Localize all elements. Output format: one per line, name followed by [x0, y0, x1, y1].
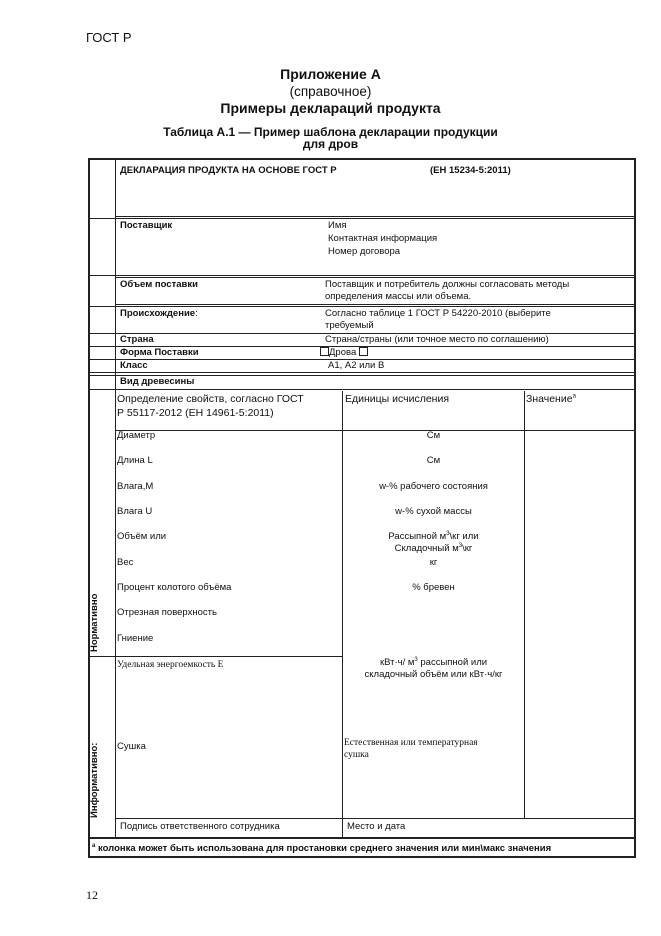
row-divider [115, 216, 635, 217]
row-moisture-m-unit: w-% рабочего состояния [379, 481, 488, 492]
place-date-field: Место и дата [347, 821, 406, 832]
row-drying-unit-line-1: Естественная или температурная [344, 738, 478, 748]
row-volume-unit-1-text: Рассыпной м [388, 531, 447, 542]
form-checkbox-other[interactable] [359, 347, 368, 356]
normative-section-label: Нормативно [89, 593, 100, 652]
form-checkbox-firewood[interactable] [320, 347, 329, 356]
appendix-reference: (справочное) [289, 84, 372, 99]
signature-field: Подпись ответственного сотрудника [120, 821, 280, 832]
row-length-unit: См [426, 455, 441, 466]
row-moisture-m-name: Влага,М [117, 481, 154, 492]
class-text: А1, А2 или В [328, 360, 385, 371]
country-label: Страна [120, 334, 154, 345]
row-divider [89, 275, 635, 276]
class-label: Класс [120, 360, 148, 371]
row-drying-unit [344, 737, 478, 761]
row-moisture-u-name: Влага U [117, 506, 153, 517]
form-label: Форма Поставки [120, 347, 199, 358]
row-energy-unit-line-2: складочный объём или кВт·ч/кг [364, 669, 503, 680]
origin-text-2: требуемый [325, 320, 374, 331]
footnote-divider [89, 837, 635, 839]
form-option-firewood: Дрова [329, 347, 357, 358]
row-weight-unit: кг [429, 557, 438, 568]
volume-text-2: определения массы или объема. [325, 291, 472, 302]
appendix-main-title: Примеры деклараций продукта [220, 100, 441, 116]
row-volume-unit-line-1 [343, 531, 524, 543]
page-number: 12 [86, 888, 98, 902]
supplier-contract: Номер договора [328, 246, 401, 257]
origin-label-text: Происхождение [120, 308, 196, 319]
props-header-line-1: Определение свойств, согласно ГОСТ [117, 393, 304, 405]
origin-label-colon: : [195, 308, 198, 319]
row-divider [89, 389, 635, 390]
origin-text-1: Согласно таблице 1 ГОСТ Р 54220-2010 (выберите [325, 308, 551, 319]
row-energy-unit-1-end: рассыпной или [417, 657, 488, 668]
row-volume-unit-1-sup: 3 [446, 530, 450, 537]
row-divider [115, 277, 635, 278]
row-energy-unit-1-text: кВт·ч/ м [379, 657, 415, 668]
row-volume-unit-1-end: \кг или [449, 531, 479, 542]
form-options [320, 347, 368, 359]
origin-label [120, 308, 198, 320]
row-divider [115, 304, 635, 305]
props-header-line-2: Р 55117-2012 (ЕН 14961-5:2011) [117, 407, 274, 419]
table-caption [0, 126, 661, 150]
row-volume-unit-line-2 [343, 543, 524, 555]
row-volume-unit-2-end: \кг [462, 543, 473, 554]
informative-section-label: Информативно: [89, 742, 100, 818]
value-header [526, 392, 576, 406]
wood-label: Вид древесины [120, 376, 195, 387]
row-weight-name: Вес [117, 557, 134, 568]
props-header [117, 392, 304, 420]
declaration-code: (ЕН 15234-5:2011) [430, 165, 511, 176]
row-energy-unit-line-1 [343, 657, 524, 669]
row-divider [89, 306, 635, 307]
supplier-contact: Контактная информация [328, 233, 438, 244]
units-header: Единицы исчисления [345, 393, 450, 405]
table-caption-line-2: для дров [302, 137, 359, 151]
row-energy-unit [343, 657, 524, 681]
row-drying-name: Сушка [117, 741, 146, 752]
row-drying-unit-line-2: сушка [344, 750, 369, 760]
row-decay-name: Гниение [117, 633, 154, 644]
country-text: Страна/страны (или точное место по соглашению) [325, 334, 549, 345]
row-divider [89, 372, 635, 373]
row-diameter-unit: См [426, 430, 441, 441]
row-energy-unit-1-sup: 3 [414, 656, 418, 663]
row-volume-name: Объём или [117, 531, 167, 542]
declaration-label: ДЕКЛАРАЦИЯ ПРОДУКТА НА ОСНОВЕ ГОСТ Р [120, 165, 337, 176]
table-footnote [92, 843, 551, 855]
volume-label: Объем поставки [120, 279, 198, 290]
row-length-name: Длина L [117, 455, 153, 466]
row-energy-name: Удельная энергоемкость Е [117, 660, 224, 670]
appendix-title: Приложение А [280, 66, 381, 82]
value-column-divider [524, 391, 525, 818]
row-cut-surface-name: Отрезная поверхность [117, 607, 217, 618]
row-split-unit: % бревен [412, 582, 455, 593]
row-diameter-name: Диаметр [117, 430, 156, 441]
supplier-label: Поставщик [120, 220, 173, 231]
supplier-name: Имя [328, 220, 347, 231]
row-volume-unit-2-text: Складочный м [394, 543, 459, 554]
running-header: ГОСТ Р [86, 30, 132, 45]
normative-divider [89, 656, 343, 657]
value-header-footnote-mark: а [572, 393, 576, 400]
row-volume-unit [343, 531, 524, 555]
row-volume-unit-2-sup: 3 [458, 542, 463, 549]
left-column-divider [115, 159, 116, 837]
value-header-text: Значение [526, 393, 573, 405]
row-divider [89, 218, 635, 219]
row-split-name: Процент колотого объёма [117, 582, 232, 593]
table-caption-line-1: Таблица А.1 — Пример шаблона декларации продукции [163, 125, 498, 139]
row-moisture-u-unit: w-% сухой массы [395, 506, 472, 517]
footnote-mark: а [92, 842, 96, 849]
volume-text-1: Поставщик и потребитель должны согласовать методы [325, 279, 570, 290]
signature-divider [115, 818, 635, 819]
footnote-text: колонка может быть использована для простановки среднего значения или мин\макс значения [95, 843, 552, 854]
